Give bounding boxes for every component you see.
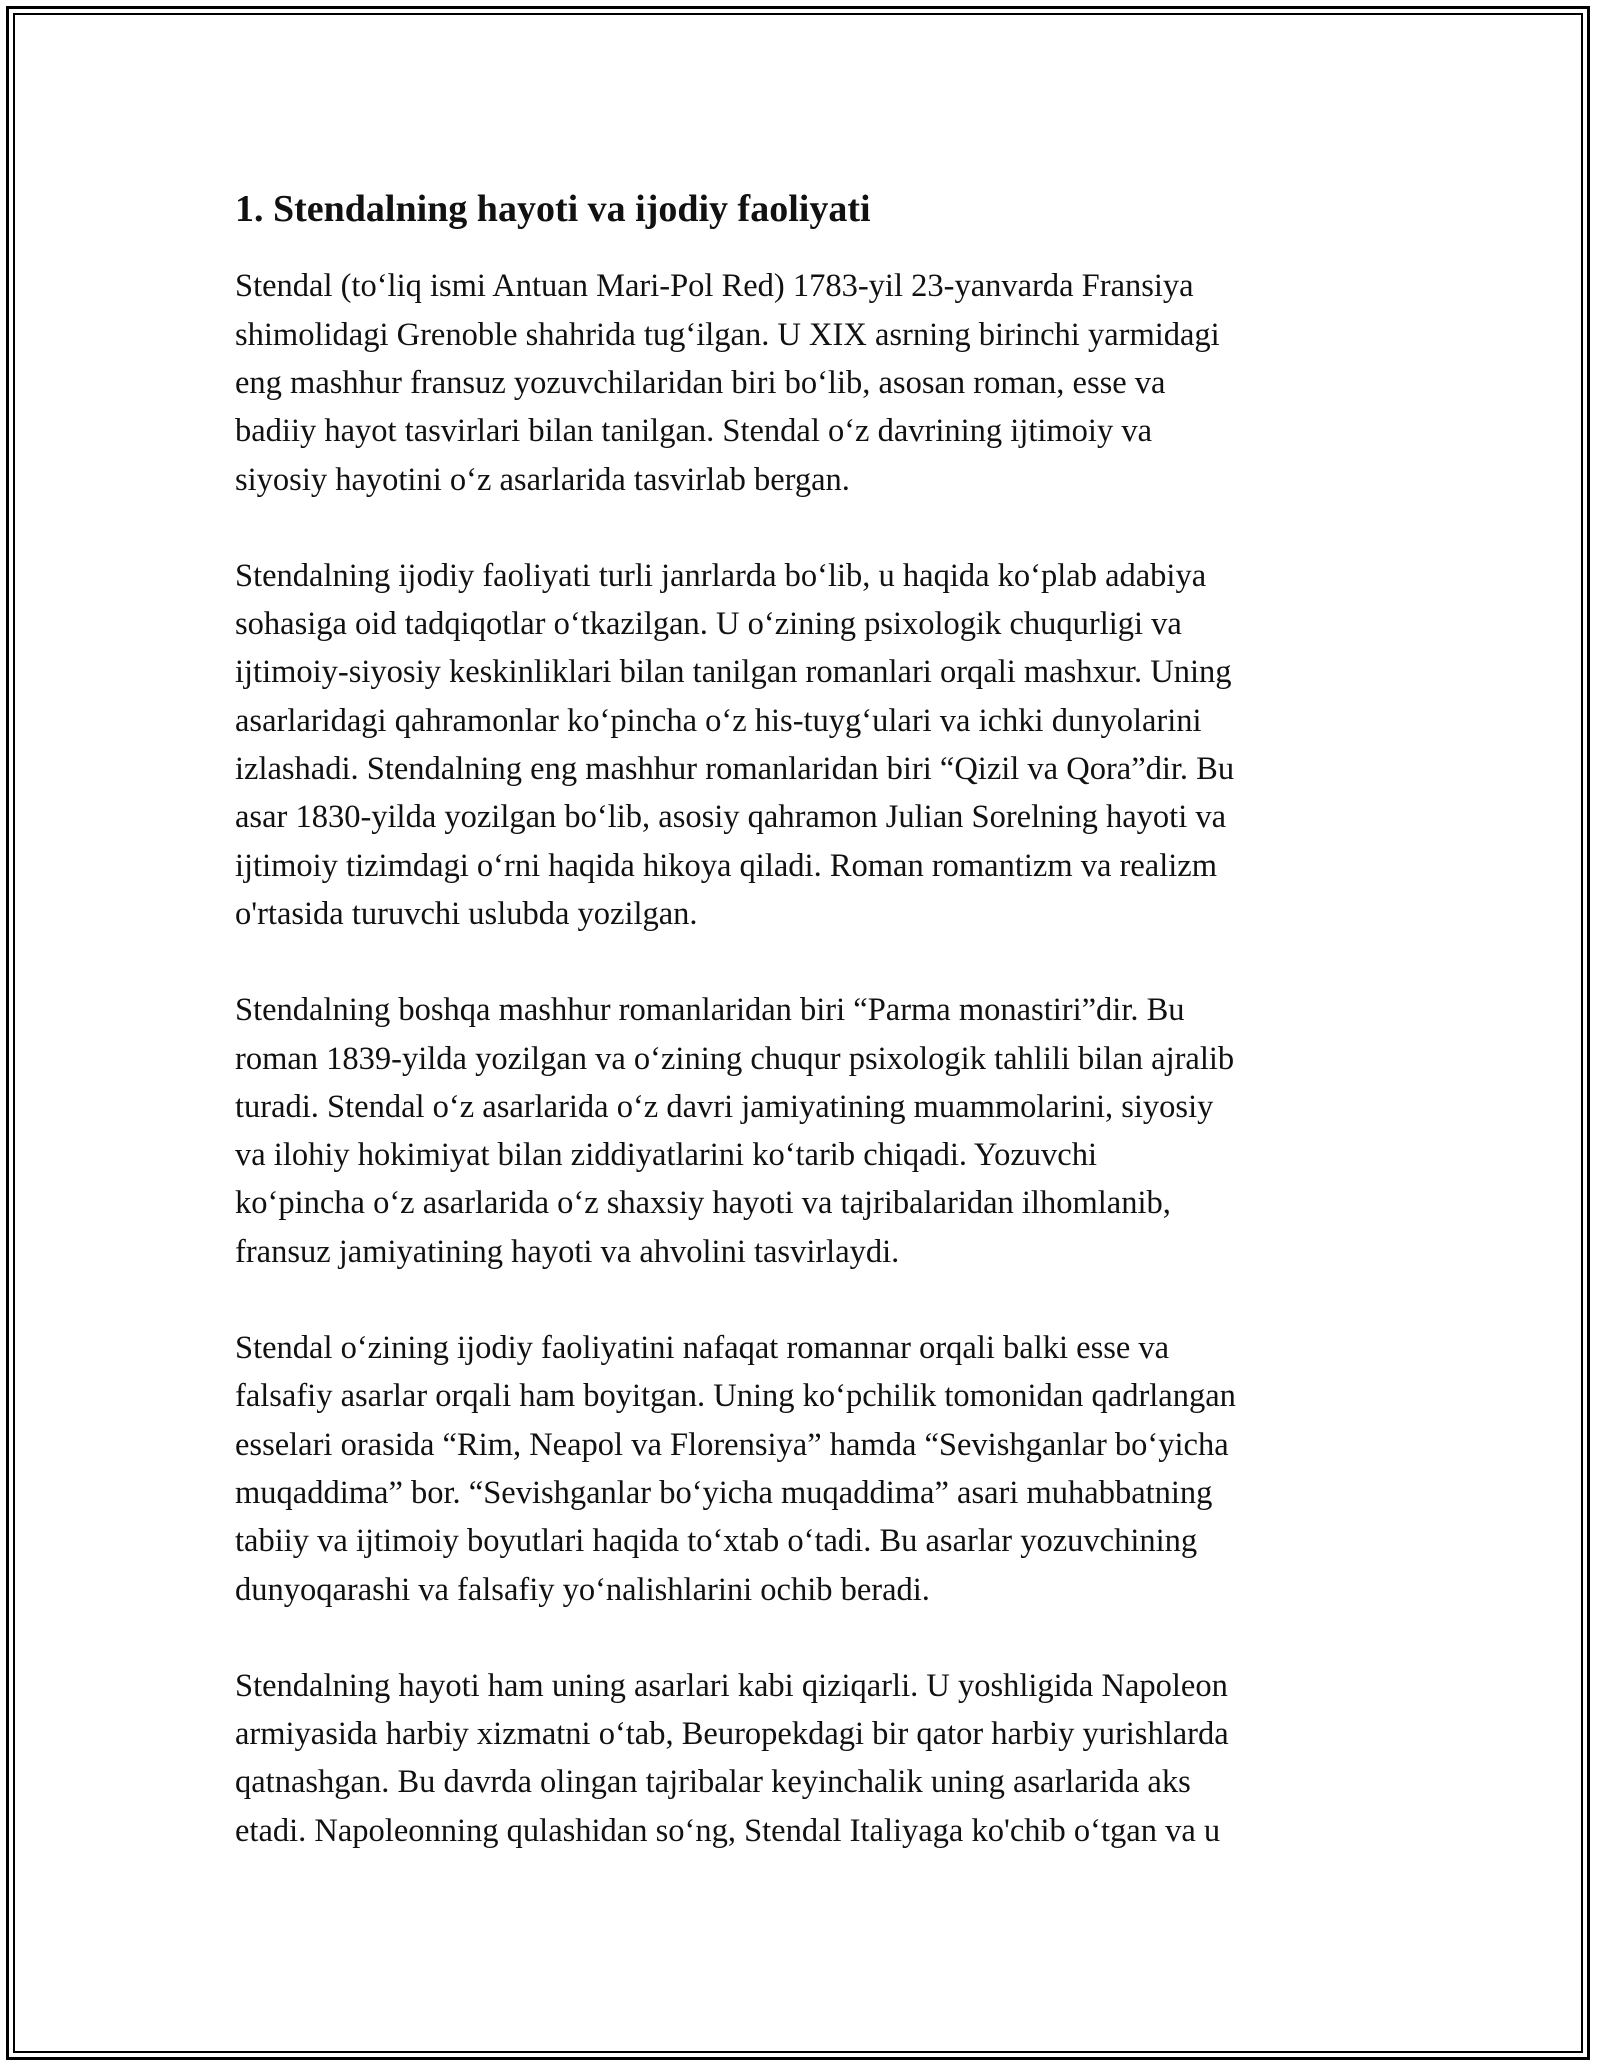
text-line: muqaddima” bor. “Sevishganlar boʻyicha muqaddima” asari muhabbatning (235, 1474, 1213, 1511)
page-title: 1. Stendalning hayoti va ijodiy faoliyati (235, 188, 871, 230)
text-line: esselari orasida “Rim, Neapol va Florensiya” hamda “Sevishganlar boʻyicha (235, 1426, 1229, 1463)
text-line: Stendal oʻzining ijodiy faoliyatini nafaqat romannar orqali balki esse va (235, 1330, 1170, 1367)
text-line: Stendalning hayoti ham uning asarlari kabi qiziqarli. U yoshligida Napoleon (235, 1667, 1228, 1704)
text-line: va ilohiy hokimiyat bilan ziddiyatlarini koʻtarib chiqadi. Yozuvchi (235, 1137, 1097, 1174)
text-line: asarlaridagi qahramonlar koʻpincha oʻz his-tuygʻulari va ichki dunyolarini (235, 702, 1202, 739)
text-line: Stendalning ijodiy faoliyati turli janrlarda boʻlib, u haqida koʻplab adabiya (235, 557, 1207, 594)
text-line: sohasiga oid tadqiqotlar oʻtkazilgan. U oʻzining psixologik chuqurligi va (235, 606, 1182, 643)
text-line: etadi. Napoleonning qulashidan soʻng, Stendal Italiyaga ko'chib oʻtgan va u (235, 1812, 1221, 1849)
paragraph-3 (235, 986, 1375, 1276)
document-body (235, 185, 1375, 1903)
text-line: shimolidagi Grenoble shahrida tugʻilgan. U XIX asrning birinchi yarmidagi (235, 316, 1220, 353)
text-line: dunyoqarashi va falsafiy yoʻnalishlarini ochib beradi. (235, 1571, 930, 1608)
text-line: armiyasida harbiy xizmatni oʻtab, Beuropekdagi bir qator harbiy yurishlarda (235, 1716, 1229, 1753)
text-line: izlashadi. Stendalning eng mashhur romanlaridan biri “Qizil va Qora”dir. Bu (235, 751, 1235, 788)
text-line: fransuz jamiyatining hayoti va ahvolini tasvirlaydi. (235, 1233, 900, 1270)
text-line: koʻpincha oʻz asarlarida oʻz shaxsiy hayoti va tajribalaridan ilhomlanib, (235, 1185, 1171, 1222)
text-line: roman 1839-yilda yozilgan va oʻzining chuqur psixologik tahlili bilan ajralib (235, 1040, 1235, 1077)
text-line: eng mashhur fransuz yozuvchilaridan biri boʻlib, asosan roman, esse va (235, 364, 1166, 401)
text-line: Stendalning boshqa mashhur romanlaridan biri “Parma monastiri”dir. Bu (235, 992, 1185, 1029)
paragraph-1 (235, 262, 1375, 503)
text-line: ijtimoiy tizimdagi oʻrni haqida hikoya qiladi. Roman romantizm va realizm (235, 847, 1217, 884)
text-line: turadi. Stendal oʻz asarlarida oʻz davri jamiyatining muammolarini, siyosiy (235, 1088, 1214, 1125)
text-line: tabiiy va ijtimoiy boyutlari haqida toʻxtab oʻtadi. Bu asarlar yozuvchining (235, 1523, 1198, 1560)
text-line: Stendal (toʻliq ismi Antuan Mari-Pol Red) 1783-yil 23-yanvarda Fransiya (235, 268, 1194, 305)
paragraph-4 (235, 1324, 1375, 1614)
text-line: ijtimoiy-siyosiy keskinliklari bilan tanilgan romanlari orqali mashxur. Uning (235, 654, 1232, 691)
paragraph-2 (235, 552, 1375, 938)
text-line: falsafiy asarlar orqali ham boyitgan. Uning koʻpchilik tomonidan qadrlangan (235, 1378, 1236, 1415)
text-line: asar 1830-yilda yozilgan boʻlib, asosiy qahramon Julian Sorelning hayoti va (235, 799, 1227, 836)
text-line: qatnashgan. Bu davrda olingan tajribalar keyinchalik uning asarlarida aks (235, 1764, 1191, 1801)
text-line: o'rtasida turuvchi uslubda yozilgan. (235, 895, 698, 932)
text-line: siyosiy hayotini oʻz asarlarida tasvirlab bergan. (235, 461, 850, 498)
text-line: badiiy hayot tasvirlari bilan tanilgan. Stendal oʻz davrining ijtimoiy va (235, 413, 1153, 450)
paragraph-5 (235, 1662, 1375, 1855)
